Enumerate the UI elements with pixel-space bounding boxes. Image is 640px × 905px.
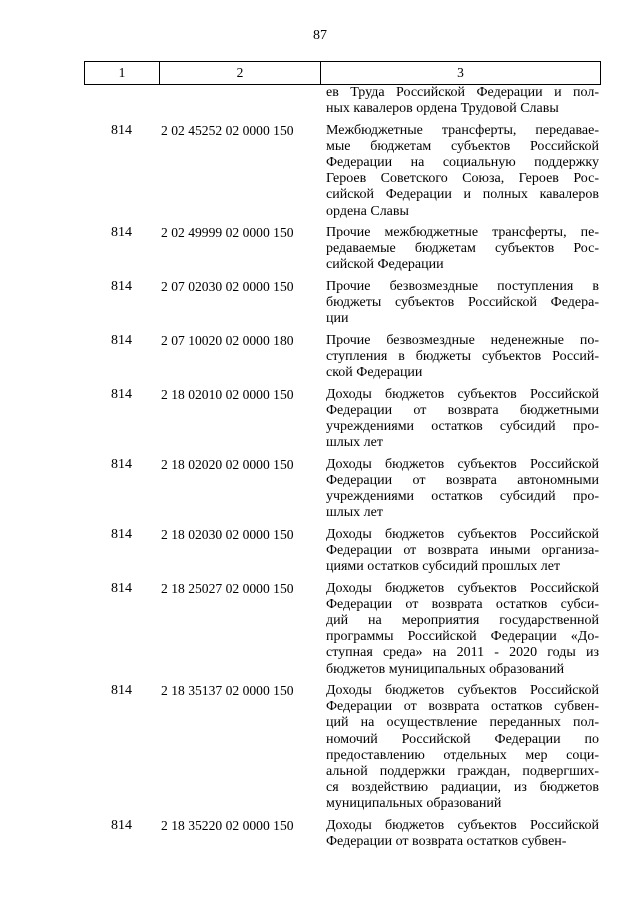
admin-code-cell: 814 (111, 225, 132, 241)
header-col-2: 2 (160, 62, 321, 84)
table-row (84, 457, 601, 522)
description-line: учреждениями остатков субсидий про- (326, 419, 599, 435)
description-line: программы Российской Федерации «До- (326, 629, 599, 645)
description-cell (320, 683, 601, 813)
table-row (84, 581, 601, 678)
description-line: Доходы бюджетов субъектов Российской (326, 580, 599, 596)
description-line: ев Труда Российской Федерации и пол- (326, 85, 599, 100)
description-line: шлых лет (326, 435, 383, 451)
description-line: ордена Славы (326, 203, 409, 219)
description-line: Доходы бюджетов субъектов Российской (326, 386, 599, 402)
description-line: Федерации от возврата остатков субвен- (326, 834, 567, 850)
description-cell (320, 527, 601, 576)
description-line: сийской Федерации (326, 257, 444, 273)
table-row-continuation (84, 85, 601, 117)
description-cell (320, 225, 601, 274)
description-cell (320, 85, 601, 117)
description-line: редаваемые бюджетам субъектов Рос- (326, 241, 599, 257)
admin-code-cell: 814 (111, 817, 132, 833)
admin-code-cell: 814 (111, 332, 132, 348)
description-line: Межбюджетные трансферты, передавае- (326, 122, 599, 138)
description-line: Федерации от возврата остатков субвен- (326, 699, 599, 715)
description-line: ных кавалеров ордена Трудовой Славы (326, 101, 559, 117)
description-line: шлых лет (326, 505, 383, 521)
budget-code-cell: 2 18 02010 02 0000 150 (161, 386, 294, 402)
budget-code-cell: 2 18 35137 02 0000 150 (161, 683, 294, 699)
budget-code-cell: 2 18 35220 02 0000 150 (161, 817, 294, 833)
description-line: циями остатков субсидий прошлых лет (326, 559, 561, 575)
budget-code-cell: 2 18 02030 02 0000 150 (161, 526, 294, 542)
description-cell (320, 457, 601, 522)
table-row (84, 683, 601, 813)
description-line: муниципальных образований (326, 796, 502, 812)
description-line: ской Федерации (326, 365, 423, 381)
description-line: Прочие безвозмездные неденежные по- (326, 332, 599, 348)
table-body (84, 85, 601, 856)
budget-code-cell (159, 85, 320, 117)
table-row (84, 333, 601, 382)
description-line: сийской Федерации и полных кавалеров (326, 187, 599, 203)
description-line: бюджеты субъектов Российской Федера- (326, 295, 599, 311)
description-line: Прочие безвозмездные поступления в (326, 278, 599, 294)
description-line: предоставлению отдельных мер соци- (326, 747, 599, 763)
table-row (84, 225, 601, 274)
budget-code-cell: 2 02 45252 02 0000 150 (161, 122, 294, 138)
header-col-1: 1 (85, 62, 160, 84)
description-line: Федерации от возврата остатков субси- (326, 596, 599, 612)
description-line: мые бюджетам субъектов Российской (326, 138, 599, 154)
description-cell (320, 581, 601, 678)
admin-code-cell: 814 (111, 278, 132, 294)
admin-code-cell: 814 (111, 683, 132, 699)
table-row (84, 279, 601, 328)
description-line: Прочие межбюджетные трансферты, пе- (326, 225, 599, 241)
admin-code-cell: 814 (111, 526, 132, 542)
description-cell (320, 123, 601, 220)
page-number: 87 (313, 28, 327, 43)
description-line: Доходы бюджетов субъектов Российской (326, 456, 599, 472)
description-line: ступная среда» на 2011 - 2020 годы из (326, 645, 599, 661)
description-line: ступления в бюджеты субъектов Россий- (326, 349, 599, 364)
table-row (84, 527, 601, 576)
description-line: Доходы бюджетов субъектов Российской (326, 683, 599, 699)
description-line: Доходы бюджетов субъектов Российской (326, 817, 599, 833)
budget-code-cell: 2 02 49999 02 0000 150 (161, 225, 294, 241)
description-line: бюджетов муниципальных образований (326, 661, 565, 677)
admin-code-cell: 814 (111, 456, 132, 472)
description-line: ся воздействию радиации, из бюджетов (326, 780, 599, 796)
admin-code-cell: 814 (111, 386, 132, 402)
description-line: Федерации от возврата автономными (326, 472, 599, 488)
budget-code-cell: 2 18 25027 02 0000 150 (161, 580, 294, 596)
description-line: Федерации от возврата бюджетными (326, 402, 599, 418)
description-line: Героев Советского Союза, Героев Рос- (326, 171, 599, 187)
table-header (84, 61, 601, 85)
description-line: Федерации на социальную поддержку (326, 155, 599, 171)
description-line: дий на мероприятия государственной (326, 613, 599, 628)
budget-code-cell: 2 18 02020 02 0000 150 (161, 456, 294, 472)
description-line: Федерации от возврата иными организа- (326, 542, 599, 558)
description-line: Доходы бюджетов субъектов Российской (326, 526, 599, 542)
table-row (84, 123, 601, 220)
table-row (84, 387, 601, 452)
description-cell (320, 279, 601, 328)
description-line: учреждениями остатков субсидий про- (326, 489, 599, 505)
description-line: номочий Российской Федерации по (326, 731, 599, 747)
description-line: ции (326, 311, 349, 327)
admin-code-cell (84, 85, 159, 117)
admin-code-cell: 814 (111, 580, 132, 596)
table-row (84, 818, 601, 850)
description-cell (320, 818, 601, 850)
description-cell (320, 387, 601, 452)
budget-code-cell: 2 07 02030 02 0000 150 (161, 278, 294, 294)
description-line: ций на осуществление переданных пол- (326, 715, 599, 731)
budget-code-cell: 2 07 10020 02 0000 180 (161, 332, 294, 348)
admin-code-cell: 814 (111, 122, 132, 138)
header-col-3: 3 (457, 65, 464, 80)
description-cell (320, 333, 601, 382)
description-line: альной поддержки граждан, подвергших- (326, 763, 599, 779)
